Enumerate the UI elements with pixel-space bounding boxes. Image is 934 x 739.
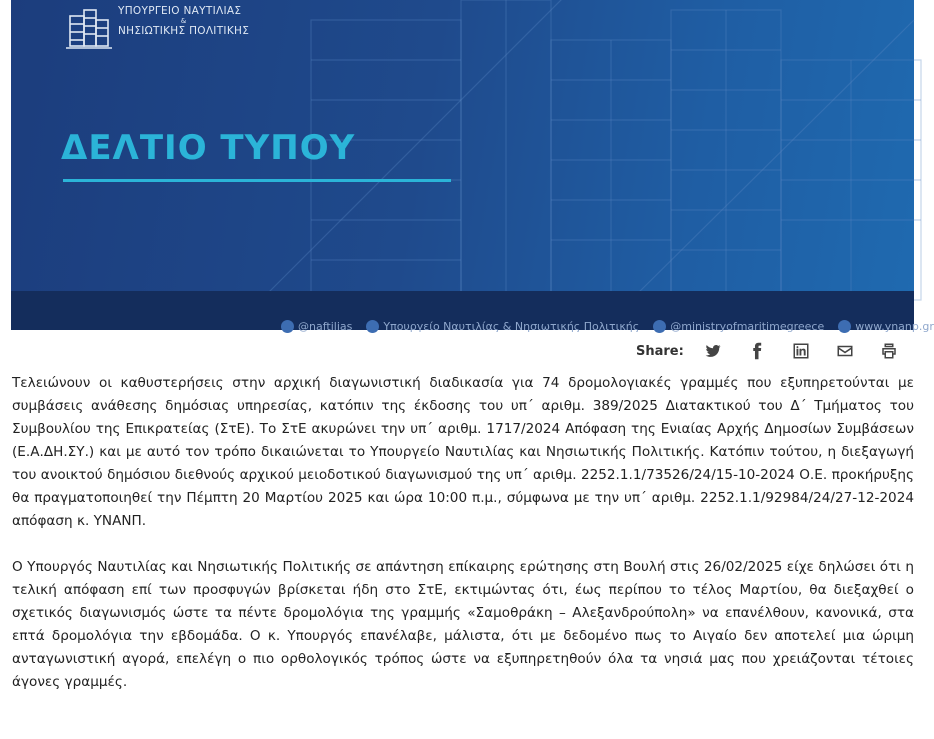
facebook-icon bbox=[748, 342, 766, 360]
email-icon bbox=[836, 342, 854, 360]
banner-social-strip bbox=[281, 320, 934, 333]
logo-line-1: ΥΠΟΥΡΓΕΙΟ ΝΑΥΤΙΛΙΑΣ bbox=[118, 5, 242, 17]
logo-line-2: ΝΗΣΙΩΤΙΚΗΣ ΠΟΛΙΤΙΚΗΣ bbox=[118, 25, 250, 37]
twitter-icon bbox=[281, 320, 294, 333]
share-twitter-button[interactable] bbox=[702, 340, 724, 362]
ministry-logo bbox=[66, 6, 249, 50]
banner-title-underline bbox=[63, 179, 451, 182]
instagram-icon bbox=[653, 320, 666, 333]
share-linkedin-button[interactable] bbox=[790, 340, 812, 362]
linkedin-icon bbox=[792, 342, 810, 360]
banner-social-twitter bbox=[281, 320, 352, 333]
banner-social-website bbox=[838, 320, 934, 333]
facebook-icon bbox=[366, 320, 379, 333]
banner-social-text: www.ynanp.gr bbox=[855, 320, 934, 333]
share-email-button[interactable] bbox=[834, 340, 856, 362]
press-release-banner bbox=[11, 0, 934, 333]
press-release-article bbox=[12, 372, 914, 717]
share-label: Share: bbox=[636, 343, 684, 359]
twitter-icon bbox=[704, 342, 722, 360]
logo-ampersand: & bbox=[180, 17, 187, 25]
print-icon bbox=[880, 342, 898, 360]
share-facebook-button[interactable] bbox=[746, 340, 768, 362]
building-logo-icon bbox=[66, 6, 112, 50]
banner-social-facebook bbox=[366, 320, 639, 333]
share-bar bbox=[636, 340, 900, 362]
ministry-logo-text bbox=[118, 6, 249, 37]
banner-title: ΔΕΛΤΙΟ ΤΥΠΟΥ bbox=[61, 128, 356, 168]
banner-social-text: @ministryofmaritimegreece bbox=[670, 320, 825, 333]
banner-social-text: Υπουργείο Ναυτιλίας & Νησιωτικής Πολιτικής bbox=[383, 320, 640, 333]
article-paragraph: Τελειώνουν οι καθυστερήσεις στην αρχική διαγωνιστική διαδικασία για 74 δρομολογιακές γραμμές που εξυπηρετούνται με συμβάσεις ανάθεσης δημόσιας υπηρεσίας, κατόπιν της έκδοσης του υπ΄ αριθμ. 389/2025 Διατακτικού του Δ΄ Τμήματος του Συμβουλίου της Επικρατείας (ΣτΕ). Το ΣτΕ ακυρώνει την υπ΄ αριθμ. 1717/2024 Απόφαση της Ενιαίας Αρχής Δημοσίων Συμβάσεων (Ε.Α.ΔΗ.ΣΥ.) και με αυτό τον τρόπο δικαιώνεται το Υπουργείο Ναυτιλίας και Νησιωτικής Πολιτικής. Κατόπιν τούτου, η διεξαγωγή του ανοικτού δημόσιου διεθνούς αρχικού μειοδοτικού διαγωνισμού της υπ΄ αριθμ. 2252.1.1/73526/24/15-10-2024 Ο.Ε. προκήρυξης θα πραγματοποιηθεί την Πέμπτη 20 Μαρτίου 2025 και ώρα 10:00 π.μ., σύμφωνα με την υπ΄ αριθμ. 2252.1.1/92984/24/27-12-2024 απόφαση κ. ΥΝΑΝΠ. bbox=[12, 375, 914, 529]
article-paragraph: Ο Υπουργός Ναυτιλίας και Νησιωτικής Πολιτικής σε απάντηση επίκαιρης ερώτησης στη Βουλή στις 26/02/2025 είχε δηλώσει ότι η τελική απόφαση επί των προσφυγών βρίσκεται ήδη στο ΣτΕ, εκτιμώντας ότι, έως περίπου το τέλος Μαρτίου, θα διεξαχθεί ο σχετικός διαγωνισμός ώστε τα πέντε δρομολόγια της γραμμής «Σαμοθράκη – Αλεξανδρούπολη» να επανέλθουν, κανονικά, στα επτά δρομολόγια την εβδομάδα. Ο κ. Υπουργός επανέλαβε, μάλιστα, ότι με δεδομένο πως το Αιγαίο δεν αποτελεί μια ώριμη ανταγωνιστική αγορά, επελέγη ο πιο ορθολογικός τρόπος ώστε να εξυπηρετηθούν όλα τα νησιά μας που χρειάζονται τέτοιες άγονες γραμμές. bbox=[12, 559, 914, 690]
banner-social-instagram bbox=[653, 320, 824, 333]
globe-icon bbox=[838, 320, 851, 333]
print-button[interactable] bbox=[878, 340, 900, 362]
banner-social-text: @naftilias bbox=[298, 320, 353, 333]
